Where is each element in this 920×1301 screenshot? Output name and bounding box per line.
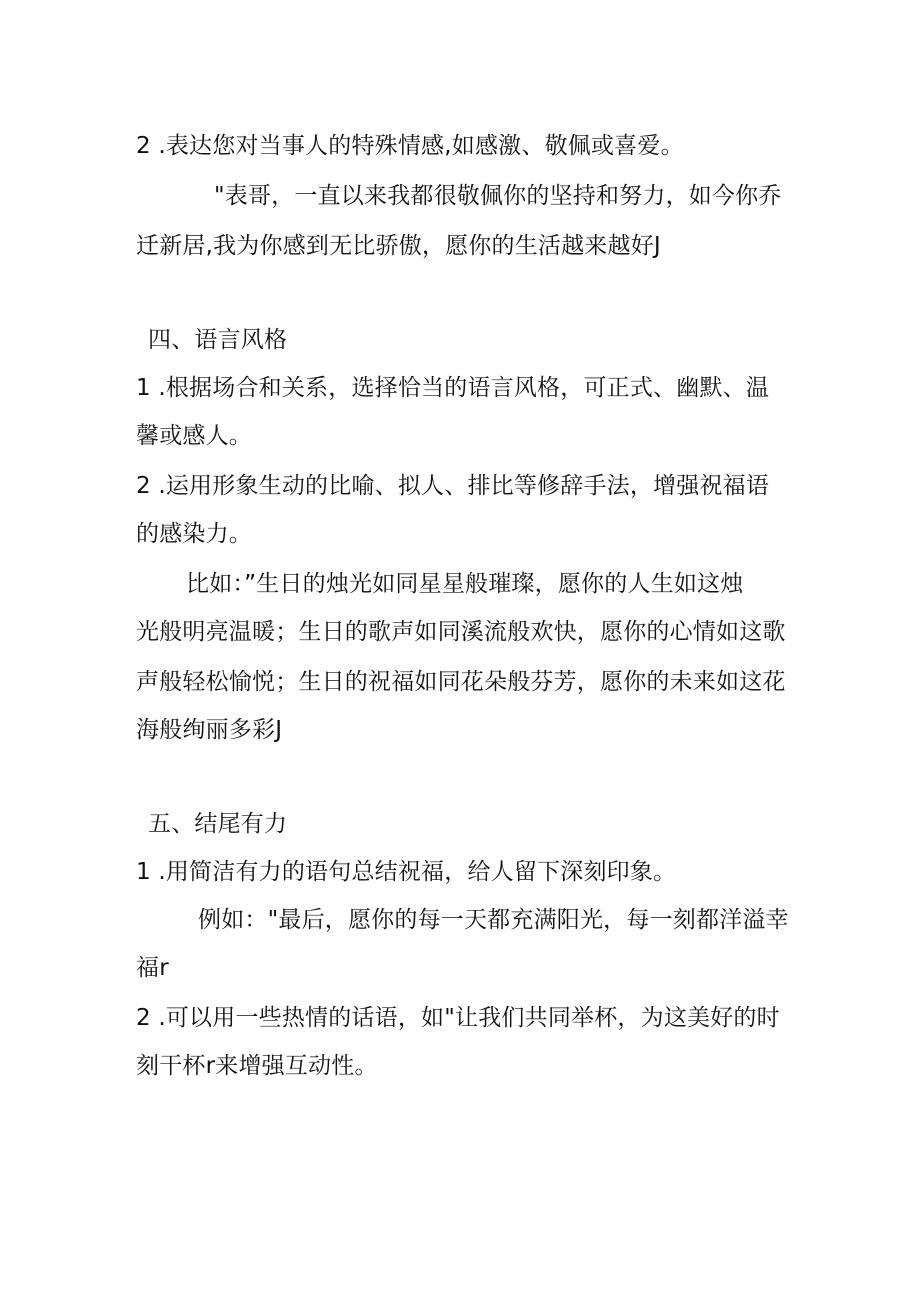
section4-example-line2: 光般明亮温暖；生日的歌声如同溪流般欢快，愿你的心情如这歌 [136, 619, 786, 645]
section4-item2-line2: 的感染力。 [136, 521, 252, 547]
section5-heading: 五、结尾有力 [148, 811, 288, 837]
section4-example-line3: 声般轻松愉悦；生日的祝福如同花朵般芬芳，愿你的未来如这花 [136, 669, 786, 695]
section3-example-line1: "表哥，一直以来我都很敬佩你的坚持和努力，如今你乔 [214, 183, 782, 209]
section4-heading: 四、语言风格 [148, 327, 288, 353]
section5-item2-line1: 2 .可以用一些热情的话语，如"让我们共同举杯，为这美好的时 [136, 1005, 780, 1031]
section4-item2-line1: 2 .运用形象生动的比喻、拟人、排比等修辞手法，增强祝福语 [136, 473, 770, 499]
section5-item1: 1 .用简洁有力的语句总结祝福，给人留下深刻印象。 [136, 859, 677, 885]
section4-example-line4: 海般绚丽多彩J [136, 717, 283, 743]
section4-item1-line2: 馨或感人。 [136, 423, 252, 449]
section4-example-line1: 比如：”生日的烛光如同星星般璀璨，愿你的人生如这烛 [186, 571, 744, 597]
section5-example-line1: 例如："最后，愿你的每一天都充满阳光，每一刻都洋溢幸 [198, 907, 789, 933]
section5-example-line2: 福r [136, 955, 169, 981]
section5-item2-line2: 刻干杯r来增强互动性。 [136, 1053, 378, 1079]
section3-example-line2: 迁新居,我为你感到无比骄傲，愿你的生活越来越好J [136, 233, 661, 259]
section4-item1-line1: 1 .根据场合和关系，选择恰当的语言风格，可正式、幽默、温 [136, 375, 770, 401]
section3-item2: 2 .表达您对当事人的特殊情感,如感激、敬佩或喜爱。 [136, 133, 684, 159]
